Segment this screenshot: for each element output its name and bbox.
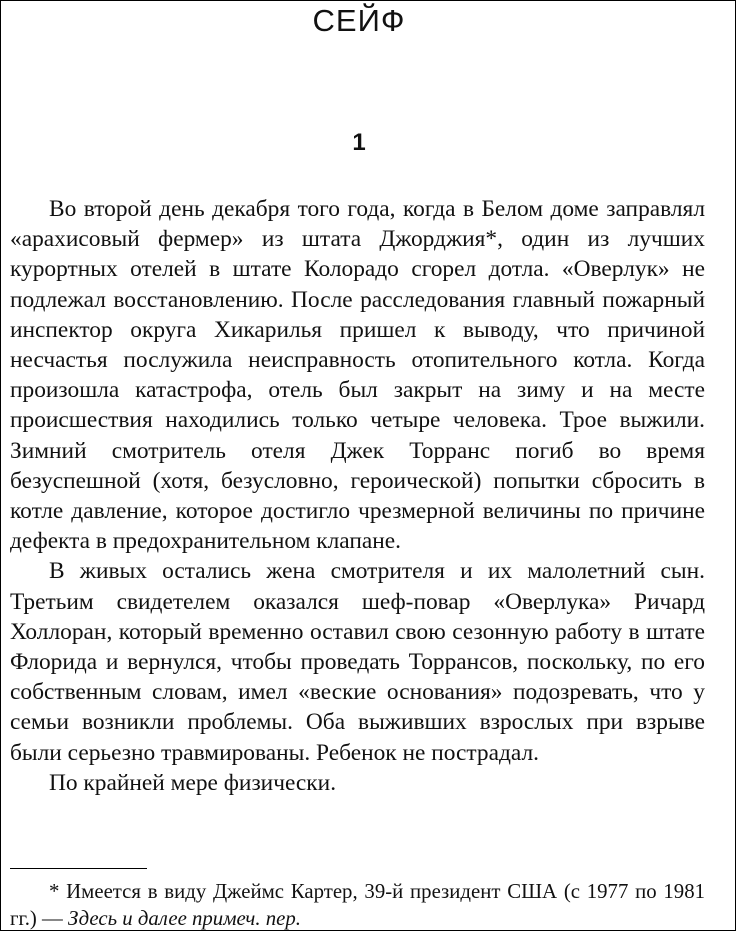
footnote-text: * Имеется в виду Джеймс Картер, 39-й президент США (с 1977 по 1981 гг.) — bbox=[10, 880, 705, 930]
footnote-note: Здесь и далее примеч. пер. bbox=[68, 907, 301, 930]
paragraph: По крайней мере физически. bbox=[49, 769, 337, 796]
chapter-number: 1 bbox=[352, 129, 366, 156]
paragraph: В живых остались жена смотрителя и их малолетний сын. Третьим свидетелем оказался шеф-повар «Оверлука» Ричард Холлоран, который временно оставил свою сезонную работу в штате Флорида и вернулся, чтобы проведать Торрансов, поскольку, по его собственным словам, имел «веские основания» подозревать, что у семьи возникли проблемы. Оба выживших взрослых при взрыве были серьезно травмированы. Ребенок не пострадал. bbox=[10, 558, 705, 766]
paragraph: Во второй день декабря того года, когда в Белом доме заправлял «арахисовый фермер» из штата Джорджия*, один из лучших курортных отелей в штате Колорадо сгорел дотла. «Оверлук» не подлежал восстановлению. После расследования главный пожарный инспектор округа Хикарилья пришел к выводу, что причиной несчастья послужила неисправность отопительного котла. Когда произошла катастрофа, отель был закрыт на зиму и на месте происшествия находились только четыре человека. Трое выжили. Зимний смотритель отеля Джек Торранс погиб во время безуспешной (хотя, безусловно, героической) попытки сбросить в котле давление, которое достигло чрезмерной величины по причине дефекта в предохранительном клапане. bbox=[10, 196, 705, 555]
footnote bbox=[10, 878, 705, 932]
page-title: СЕЙФ bbox=[312, 3, 406, 38]
main-text bbox=[10, 194, 705, 798]
footnote-divider bbox=[10, 868, 147, 869]
